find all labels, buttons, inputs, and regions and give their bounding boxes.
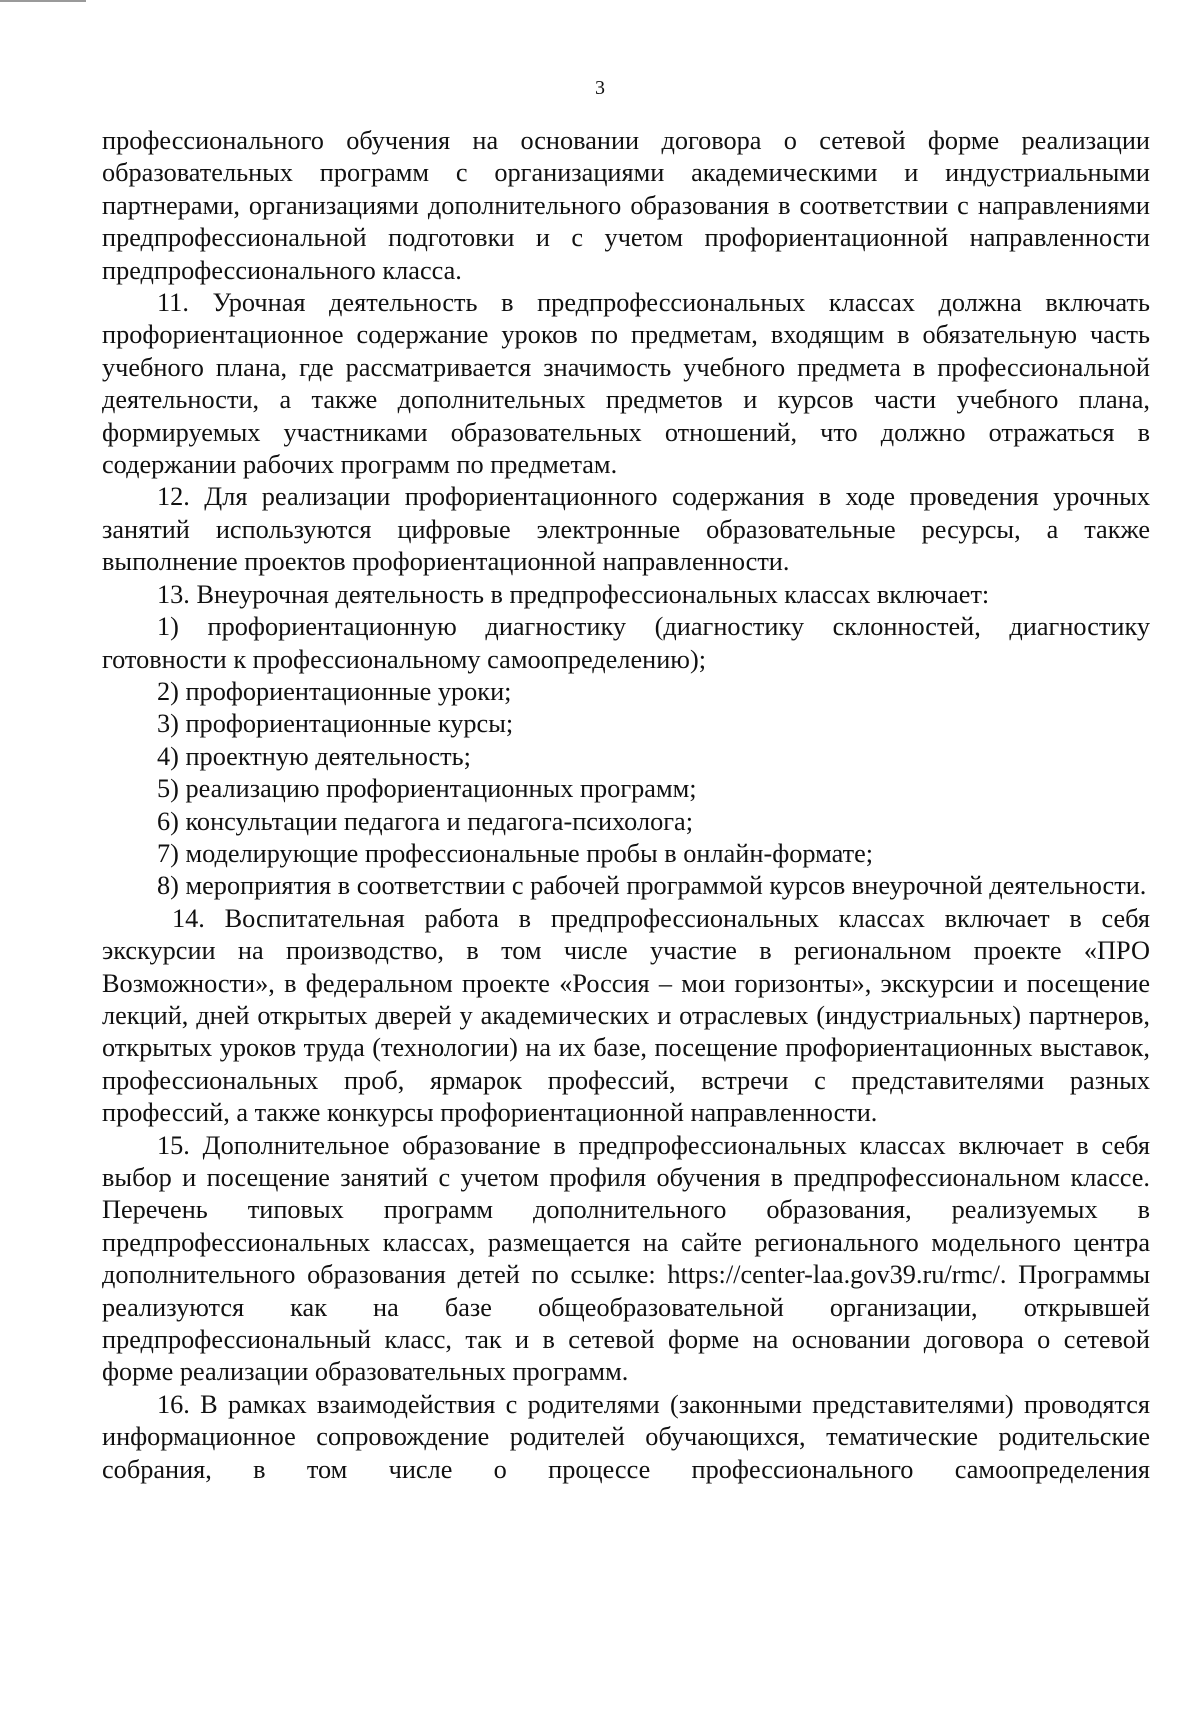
page-number: 3 [595, 77, 605, 99]
list-item-13-8: 8) мероприятия в соответствии с рабочей программой курсов внеурочной деятельности. [157, 871, 1147, 901]
list-item-13-1: 1) профориентационную диагностику (диагностику склонностей, диагностику готовности к профессиональному самоопределению); [102, 612, 1150, 674]
list-item-13-7: 7) моделирующие профессиональные пробы в онлайн-формате; [157, 838, 874, 868]
paragraph-13: 13. Внеурочная деятельность в предпрофессиональных классах включает: [157, 579, 990, 609]
list-item-13-5: 5) реализацию профориентационных программ; [157, 774, 697, 804]
document-body [102, 125, 1150, 1486]
paragraph-12: 12. Для реализации профориентационного содержания в ходе проведения урочных занятий используются цифровые электронные образовательные ресурсы, а также выполнение проектов профориентационной направленности. [102, 482, 1150, 577]
list-item-13-6: 6) консультации педагога и педагога-психолога; [157, 806, 694, 836]
scan-corner-mark [0, 0, 86, 2]
paragraph-11: 11. Урочная деятельность в предпрофессиональных классах должна включать профориентационное содержание уроков по предметам, входящим в обязательную часть учебного плана, где рассматривается значимость учебного предмета в профессиональной деятельности, а также дополнительных предметов и курсов части учебного плана, формируемых участниками образовательных отношений, что должно отражаться в содержании рабочих программ по предметам. [102, 288, 1150, 480]
list-item-13-4: 4) проектную деятельность; [157, 741, 471, 771]
list-item-13-3: 3) профориентационные курсы; [157, 709, 514, 739]
paragraph-15: 15. Дополнительное образование в предпрофессиональных классах включает в себя выбор и посещение занятий с учетом профиля обучения в предпрофессиональном классе. Перечень типовых программ дополнительного образования, реализуемых в предпрофессиональных классах, размещается на сайте регионального модельного центра дополнительного образования детей по ссылке: https://center-laa.gov39.ru/rmc/. Программы реализуются как на базе общеобразовательной организации, открывшей предпрофессиональный класс, так и в сетевой форме на основании договора о сетевой форме реализации образовательных программ. [102, 1130, 1150, 1387]
list-item-13-2: 2) профориентационные уроки; [157, 676, 512, 706]
paragraph-14: 14. Воспитательная работа в предпрофессиональных классах включает в себя экскурсии на производство, в том числе участие в региональном проекте «ПРО Возможности», в федеральном проекте «Россия – мои горизонты», экскурсии и посещение лекций, дней открытых дверей у академических и отраслевых (индустриальных) партнеров, открытых уроков труда (технологии) на их базе, посещение профориентационных выставок, профессиональных проб, ярмарок профессий, встречи с представителями разных профессий, а также конкурсы профориентационной направленности. [102, 903, 1150, 1128]
paragraph-continuation: профессионального обучения на основании договора о сетевой форме реализации образовательных программ с организациями академическими и индустриальными партнерами, организациями дополнительного образования в соответствии с направлениями предпрофессиональной подготовки и с учетом профориентационной направленности предпрофессионального класса. [102, 126, 1150, 285]
paragraph-16: 16. В рамках взаимодействия с родителями (законными представителями) проводятся информационное сопровождение родителей обучающихся, тематические родительские собрания, в том числе о процессе профессионального самоопределения [102, 1389, 1150, 1484]
